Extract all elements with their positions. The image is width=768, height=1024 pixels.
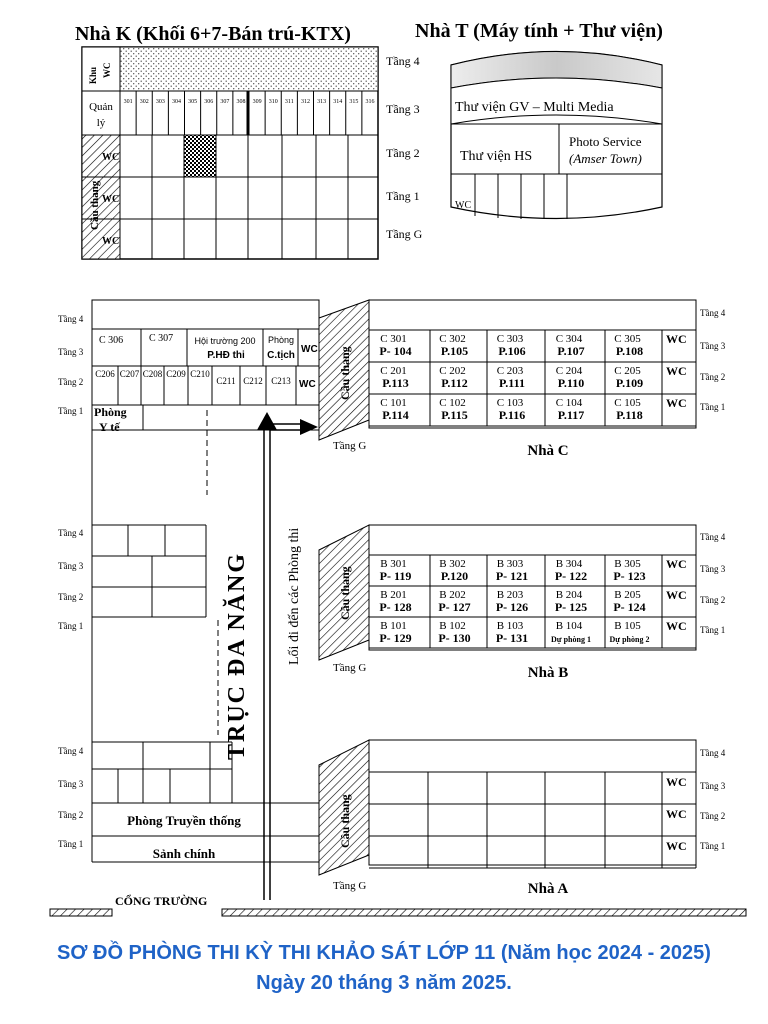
nha-a-name: Nhà A (527, 881, 569, 897)
room-number: C 201 (380, 365, 407, 377)
wc-label: WC (666, 775, 687, 789)
cong-truong: CỔNG TRƯỜNG (115, 894, 208, 908)
left-wing-floor-labels (58, 314, 84, 849)
exam-room: P.120 (440, 569, 469, 583)
hoi-truong-pdh: P.HĐ thi (207, 350, 245, 361)
room-number: B 104 (555, 620, 583, 632)
room-number: C 205 (614, 365, 641, 377)
floor-label: Tầng 2 (58, 592, 84, 602)
photo-service-1: Photo Service (569, 134, 642, 149)
wc-label: WC (666, 364, 687, 378)
room-number: B 103 (496, 620, 524, 632)
room-number: B 101 (380, 620, 407, 632)
nha-b-stair-label: Cầu thang (338, 566, 352, 620)
nha-b-tang-g: Tầng G (333, 662, 367, 674)
wc-label: WC (666, 807, 687, 821)
room-number: C 203 (496, 365, 524, 377)
room-number: C 302 (439, 333, 466, 345)
exam-room: P.116 (498, 408, 526, 422)
nha-k-wc-1: WC (102, 194, 120, 205)
exam-room: P- 121 (495, 569, 529, 583)
room-c206: C206 (95, 369, 115, 379)
k-room-number: 307 (220, 99, 230, 105)
footer-title: SƠ ĐỒ PHÒNG THI KỲ THI KHẢO SÁT LỚP 11 (Năm học 2024 - 2025) (57, 942, 711, 964)
k-room-number: 308 (236, 99, 246, 105)
exam-room: P.105 (440, 344, 469, 358)
room-number: B 301 (380, 558, 407, 570)
k-room-number: 315 (349, 99, 359, 105)
room-number: C 102 (439, 397, 466, 409)
exam-room: P- 129 (379, 631, 412, 645)
floor-label: Tầng 2 (700, 372, 726, 382)
nha-b-floor-labels (700, 532, 726, 635)
k-room-number: 312 (300, 99, 310, 105)
floor-label: Tầng 1 (386, 189, 420, 203)
nha-a-tang-g: Tầng G (333, 880, 367, 892)
exam-room: P.106 (498, 344, 526, 358)
phong-y-te-1: Phòng (94, 405, 127, 419)
nha-k-floor-labels (386, 54, 423, 241)
floor-label: Tầng 1 (700, 625, 726, 635)
exam-room: P- 125 (554, 600, 588, 614)
exam-room: Dự phòng 1 (551, 635, 591, 644)
floor-label: Tầng 4 (386, 54, 420, 68)
left-wc-2: WC (299, 379, 316, 390)
ground-line (50, 909, 746, 916)
exam-room: P.113 (382, 376, 409, 390)
exam-room: P- 124 (613, 600, 646, 614)
nha-b-rooms (369, 555, 696, 648)
exam-room: P.107 (557, 344, 585, 358)
room-number: B 102 (439, 620, 466, 632)
floor-label: Tầng 1 (700, 841, 726, 851)
floor-label: Tầng 3 (58, 561, 84, 571)
room-number: C 204 (555, 365, 583, 377)
floor-label: Tầng 4 (58, 314, 84, 324)
nha-c-rooms (369, 330, 696, 426)
floor-label: Tầng 2 (700, 811, 726, 821)
floor-label: Tầng 4 (58, 746, 84, 756)
thu-vien-hs: Thư viện HS (460, 149, 533, 164)
nha-k-wc-g: WC (102, 236, 120, 247)
wc-label: WC (666, 588, 687, 602)
photo-service-2: (Amser Town) (569, 151, 642, 166)
floor-label: Tầng 3 (58, 347, 84, 357)
floor-label: Tầng 4 (58, 528, 84, 538)
wc-label: WC (666, 396, 687, 410)
nha-k-stair-label: Cầu thang (89, 180, 101, 230)
nha-a-building (319, 740, 696, 875)
k-room-number: 304 (171, 99, 181, 105)
phong-ctich-2: C.tịch (267, 350, 295, 361)
exam-room: Dự phòng 2 (609, 635, 650, 644)
room-number: C 104 (555, 397, 583, 409)
thu-vien-gv: Thư viện GV – Multi Media (455, 100, 614, 115)
room-c306: C 306 (99, 335, 124, 346)
room-c209: C209 (166, 369, 186, 379)
phong-ctich-1: Phòng (267, 335, 295, 345)
k-room-number: 309 (252, 99, 262, 105)
room-number: B 302 (439, 558, 466, 570)
k-room-number: 303 (155, 99, 165, 105)
exam-room: P.112 (441, 376, 468, 390)
nha-a-rooms (369, 772, 696, 868)
room-number: B 204 (555, 589, 583, 601)
floor-label: Tầng 3 (700, 781, 726, 791)
floor-label: Tầng 4 (700, 532, 726, 542)
nha-a-stair-label: Cầu thang (338, 794, 352, 848)
k-room-number: 316 (365, 99, 375, 105)
room-c213: C213 (271, 376, 291, 386)
wc-label: WC (666, 839, 687, 853)
nha-t-title: Nhà T (Máy tính + Thư viện) (415, 20, 663, 42)
room-number: C 303 (496, 333, 524, 345)
nha-k-title: Nhà K (Khối 6+7-Bán trú-KTX) (75, 23, 351, 45)
khu-wc-label-1: Khu (88, 66, 98, 84)
room-number: C 202 (439, 365, 466, 377)
room-number: C 103 (496, 397, 524, 409)
sanh-chinh: Sảnh chính (152, 846, 216, 861)
floor-label: Tầng 4 (700, 308, 726, 318)
room-number: B 305 (614, 558, 641, 570)
floor-label: Tầng 3 (700, 341, 726, 351)
floor-label: Tầng 3 (58, 779, 84, 789)
exam-room: P- 128 (379, 600, 412, 614)
floor-label: Tầng 3 (386, 102, 420, 116)
left-floor2-rooms (95, 366, 296, 405)
room-c212: C212 (243, 376, 263, 386)
exam-room: P- 122 (554, 569, 588, 583)
truc-da-nang: TRỤC ĐA NĂNG (224, 551, 250, 760)
nha-c-floor-labels (700, 308, 726, 412)
nha-c-stair-label: Cầu thang (338, 346, 352, 400)
k-room-number: 314 (333, 99, 343, 105)
room-c208: C208 (142, 369, 163, 379)
floor-label: Tầng 2 (58, 377, 84, 387)
floor-label: Tầng 1 (58, 621, 84, 631)
wc-label: WC (666, 332, 687, 346)
exam-room: P.118 (616, 408, 643, 422)
footer-date: Ngày 20 tháng 3 năm 2025. (256, 972, 512, 994)
nha-k-building (82, 47, 378, 259)
exam-room: P- 119 (379, 569, 412, 583)
nha-a-floor-labels (700, 748, 726, 851)
floor-label: Tầng 1 (58, 406, 84, 416)
room-c307: C 307 (149, 333, 174, 344)
room-c210: C210 (190, 369, 210, 379)
left-wc-3: WC (301, 344, 318, 355)
wc-label: WC (666, 619, 687, 633)
quan-ly-label-1: Quản (89, 101, 113, 113)
room-c207: C207 (119, 369, 140, 379)
hoi-truong-label: Hội trường 200 (194, 336, 256, 346)
floor-label: Tầng 2 (58, 810, 84, 820)
floor-label: Tầng 3 (700, 564, 726, 574)
room-number: C 101 (380, 397, 407, 409)
nha-t-wc: WC (455, 200, 472, 211)
room-number: C 105 (614, 397, 641, 409)
k-room-number: 301 (123, 99, 133, 105)
floor-label: Tầng G (386, 227, 423, 241)
exam-room: P- 131 (495, 631, 529, 645)
quan-ly-label-2: lý (96, 117, 106, 129)
room-number: C 301 (380, 333, 407, 345)
wc-label: WC (666, 557, 687, 571)
k-room-number: 310 (268, 99, 278, 105)
room-number: B 202 (439, 589, 466, 601)
exam-room: P- 130 (438, 631, 471, 645)
k-room-number: 306 (204, 99, 214, 105)
exam-room: P.111 (499, 376, 525, 390)
k-room-number: 311 (284, 99, 294, 105)
phong-truyen-thong: Phòng Truyền thống (127, 813, 241, 828)
room-number: B 203 (496, 589, 524, 601)
room-number: B 304 (555, 558, 583, 570)
floor-label: Tầng 1 (700, 402, 726, 412)
exam-room: P- 104 (379, 344, 412, 358)
floor-label: Tầng 2 (700, 595, 726, 605)
room-number: C 305 (614, 333, 641, 345)
room-c211: C211 (216, 376, 236, 386)
exam-room: P.117 (557, 408, 585, 422)
floor-label: Tầng 1 (58, 839, 84, 849)
k-room-number: 302 (139, 99, 149, 105)
exam-room: P- 123 (613, 569, 646, 583)
exam-room: P- 126 (495, 600, 529, 614)
loi-di-label: Lối đi đến các Phòng thi (287, 527, 302, 665)
exam-room: P.108 (615, 344, 644, 358)
k-room-number: 313 (317, 99, 327, 105)
exam-room: P.115 (441, 408, 468, 422)
k-room-number: 305 (188, 99, 198, 105)
floor-label: Tầng 4 (700, 748, 726, 758)
nha-c-name: Nhà C (527, 443, 569, 459)
nha-c-tang-g: Tầng G (333, 440, 367, 452)
room-number: B 205 (614, 589, 641, 601)
floor-label: Tầng 2 (386, 146, 420, 160)
exam-room: P- 127 (438, 600, 471, 614)
exam-room: P.109 (615, 376, 644, 390)
exam-room: P.114 (382, 408, 409, 422)
khu-wc-label-2: WC (102, 62, 112, 78)
nha-k-wc-2: WC (102, 152, 120, 163)
phong-y-te-2: Y tế (99, 420, 120, 434)
room-number: B 105 (614, 620, 641, 632)
nha-b-name: Nhà B (527, 665, 569, 681)
room-number: C 304 (555, 333, 583, 345)
exam-room: P.110 (557, 376, 585, 390)
room-number: B 303 (496, 558, 524, 570)
room-number: B 201 (380, 589, 407, 601)
